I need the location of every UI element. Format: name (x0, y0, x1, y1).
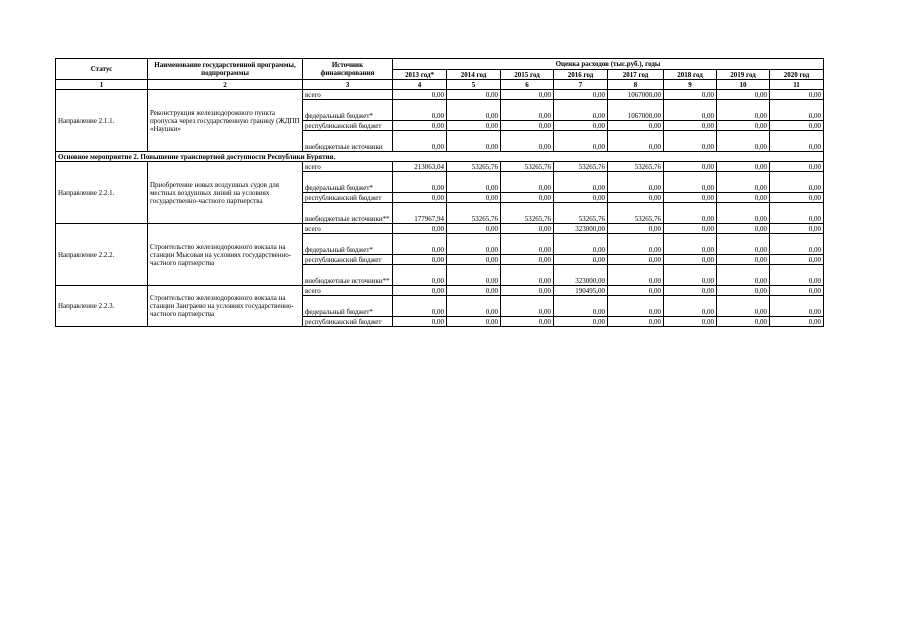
amount-cell: 0,00 (717, 317, 770, 327)
amount-cell: 0,00 (664, 100, 717, 121)
header-year: 2018 год (664, 70, 717, 80)
header-year: 2020 год (770, 70, 824, 80)
header-year: 2014 год (447, 70, 501, 80)
amount-cell: 0,00 (717, 121, 770, 131)
header-column-number: 3 (303, 80, 393, 90)
amount-cell: 0,00 (770, 193, 824, 203)
amount-cell: 0,00 (447, 100, 501, 121)
header-column-number: 5 (447, 80, 501, 90)
amount-cell: 0,00 (501, 296, 554, 317)
amount-cell: 0,00 (664, 265, 717, 286)
amount-cell: 0,00 (664, 255, 717, 265)
amount-cell: 1067000,00 (608, 100, 664, 121)
amount-cell: 0,00 (501, 193, 554, 203)
amount-cell: 323000,00 (554, 265, 608, 286)
amount-cell: 53265,76 (447, 162, 501, 172)
amount-cell: 0,00 (717, 296, 770, 317)
amount-cell: 0,00 (554, 296, 608, 317)
amount-cell: 0,00 (447, 255, 501, 265)
amount-cell: 0,00 (770, 224, 824, 234)
amount-cell: 0,00 (664, 90, 717, 100)
amount-cell: 0,00 (393, 131, 447, 152)
amount-cell: 0,00 (770, 131, 824, 152)
expenditure-table (55, 58, 824, 327)
amount-cell: 0,00 (447, 224, 501, 234)
amount-cell: 0,00 (393, 224, 447, 234)
header-column-number: 4 (393, 80, 447, 90)
amount-cell: 0,00 (447, 121, 501, 131)
amount-cell: 0,00 (664, 286, 717, 296)
header-column-number: 9 (664, 80, 717, 90)
amount-cell: 0,00 (717, 172, 770, 193)
amount-cell: 0,00 (608, 265, 664, 286)
amount-cell: 0,00 (501, 265, 554, 286)
amount-cell: 0,00 (717, 100, 770, 121)
funding-source-cell: внебюджетные источники** (303, 265, 393, 286)
amount-cell: 0,00 (554, 121, 608, 131)
amount-cell: 0,00 (501, 131, 554, 152)
amount-cell: 0,00 (393, 317, 447, 327)
amount-cell: 0,00 (717, 286, 770, 296)
amount-cell: 53265,76 (554, 203, 608, 224)
amount-cell: 0,00 (393, 265, 447, 286)
amount-cell: 0,00 (393, 121, 447, 131)
header-program: Наименование государственной программы, подпрограммы (148, 59, 303, 80)
amount-cell: 0,00 (717, 131, 770, 152)
amount-cell: 0,00 (664, 193, 717, 203)
funding-source-cell: республиканский бюджет (303, 255, 393, 265)
amount-cell: 0,00 (393, 234, 447, 255)
amount-cell: 0,00 (554, 193, 608, 203)
funding-source-cell: внебюджетные источники** (303, 203, 393, 224)
status-cell: Направление 2.1.1. (56, 90, 148, 152)
table-row (56, 162, 824, 172)
amount-cell: 0,00 (770, 100, 824, 121)
amount-cell: 53265,76 (608, 203, 664, 224)
amount-cell: 0,00 (501, 90, 554, 100)
section-row (56, 152, 824, 162)
amount-cell: 0,00 (717, 203, 770, 224)
funding-source-cell: федеральный бюджет* (303, 234, 393, 255)
amount-cell: 0,00 (717, 193, 770, 203)
program-name-cell: Реконструкция железнодорожного пункта пропуска через государственную границу (ЖДПП «Наушки» (148, 90, 303, 152)
amount-cell: 0,00 (393, 100, 447, 121)
amount-cell: 0,00 (447, 296, 501, 317)
amount-cell: 0,00 (393, 172, 447, 193)
amount-cell: 53265,76 (501, 162, 554, 172)
amount-cell: 0,00 (501, 172, 554, 193)
amount-cell: 0,00 (664, 203, 717, 224)
amount-cell: 0,00 (717, 255, 770, 265)
program-name-cell: Приобретение новых воздушных судов для местных воздушных линий на условиях государственно-частного партнерства (148, 162, 303, 224)
funding-source-cell: федеральный бюджет* (303, 100, 393, 121)
status-cell: Направление 2.2.2. (56, 224, 148, 286)
amount-cell: 0,00 (770, 90, 824, 100)
funding-source-cell: всего (303, 90, 393, 100)
amount-cell: 0,00 (664, 121, 717, 131)
amount-cell: 0,00 (770, 265, 824, 286)
amount-cell: 0,00 (608, 255, 664, 265)
amount-cell: 0,00 (717, 265, 770, 286)
amount-cell: 0,00 (501, 100, 554, 121)
header-year: 2019 год (717, 70, 770, 80)
amount-cell: 0,00 (770, 172, 824, 193)
amount-cell: 1067000,00 (608, 90, 664, 100)
header-year: 2017 год (608, 70, 664, 80)
amount-cell: 0,00 (501, 255, 554, 265)
amount-cell: 0,00 (393, 193, 447, 203)
amount-cell: 0,00 (664, 317, 717, 327)
header-column-number: 8 (608, 80, 664, 90)
header-year: 2015 год (501, 70, 554, 80)
amount-cell: 0,00 (770, 162, 824, 172)
table-header (56, 59, 824, 90)
amount-cell: 0,00 (447, 234, 501, 255)
header-year: 2016 год (554, 70, 608, 80)
amount-cell: 0,00 (501, 121, 554, 131)
program-name-cell: Строительство железнодорожного вокзала на станции Заиграево на условиях государственно-частного партнерства (148, 286, 303, 327)
amount-cell: 0,00 (770, 296, 824, 317)
amount-cell: 0,00 (554, 234, 608, 255)
amount-cell: 0,00 (608, 317, 664, 327)
funding-source-cell: внебюджетные источники (303, 131, 393, 152)
amount-cell: 0,00 (608, 296, 664, 317)
table-row (56, 224, 824, 234)
amount-cell: 213063,04 (393, 162, 447, 172)
amount-cell: 53265,76 (608, 162, 664, 172)
amount-cell: 53265,76 (554, 162, 608, 172)
amount-cell: 53265,76 (501, 203, 554, 224)
amount-cell: 0,00 (770, 286, 824, 296)
amount-cell: 0,00 (608, 172, 664, 193)
amount-cell: 0,00 (393, 255, 447, 265)
section-title: Основное мероприятие 2. Повышение транспортной доступности Республики Бурятия. (56, 152, 824, 162)
header-column-number: 10 (717, 80, 770, 90)
header-source: Источник финансирования (303, 59, 393, 80)
amount-cell: 323000,00 (554, 224, 608, 234)
amount-cell: 0,00 (717, 224, 770, 234)
header-estimate: Оценка расходов (тыс.руб.), годы (393, 59, 824, 70)
amount-cell: 0,00 (501, 317, 554, 327)
amount-cell: 0,00 (608, 121, 664, 131)
amount-cell: 0,00 (447, 265, 501, 286)
funding-source-cell: всего (303, 286, 393, 296)
amount-cell: 0,00 (447, 90, 501, 100)
amount-cell: 0,00 (554, 100, 608, 121)
amount-cell: 0,00 (717, 90, 770, 100)
amount-cell: 0,00 (664, 296, 717, 317)
amount-cell: 0,00 (447, 317, 501, 327)
amount-cell: 0,00 (770, 203, 824, 224)
amount-cell: 0,00 (664, 162, 717, 172)
amount-cell: 0,00 (608, 131, 664, 152)
funding-source-cell: республиканский бюджет (303, 193, 393, 203)
amount-cell: 0,00 (447, 172, 501, 193)
amount-cell: 0,00 (554, 90, 608, 100)
table-body (56, 90, 824, 327)
header-status: Статус (56, 59, 148, 80)
program-name-cell: Строительство железнодорожного вокзала на станции Мысовая на условиях государственно-частного партнерства (148, 224, 303, 286)
header-column-number: 6 (501, 80, 554, 90)
amount-cell: 0,00 (608, 286, 664, 296)
amount-cell: 0,00 (447, 193, 501, 203)
funding-source-cell: республиканский бюджет (303, 317, 393, 327)
funding-source-cell: федеральный бюджет* (303, 172, 393, 193)
amount-cell: 0,00 (501, 224, 554, 234)
amount-cell: 0,00 (393, 286, 447, 296)
amount-cell: 0,00 (770, 317, 824, 327)
amount-cell: 190495,00 (554, 286, 608, 296)
amount-cell: 0,00 (664, 234, 717, 255)
amount-cell: 53265,76 (447, 203, 501, 224)
header-column-number: 7 (554, 80, 608, 90)
table-row (56, 90, 824, 100)
header-column-number: 1 (56, 80, 148, 90)
amount-cell: 0,00 (770, 255, 824, 265)
funding-source-cell: республиканский бюджет (303, 121, 393, 131)
amount-cell: 0,00 (770, 234, 824, 255)
header-column-number: 2 (148, 80, 303, 90)
header-year: 2013 год* (393, 70, 447, 80)
amount-cell: 0,00 (717, 162, 770, 172)
amount-cell: 0,00 (447, 286, 501, 296)
amount-cell: 0,00 (664, 131, 717, 152)
amount-cell: 0,00 (608, 193, 664, 203)
amount-cell: 0,00 (608, 234, 664, 255)
amount-cell: 0,00 (393, 296, 447, 317)
funding-source-cell: всего (303, 224, 393, 234)
amount-cell: 0,00 (447, 131, 501, 152)
table-row (56, 286, 824, 296)
status-cell: Направление 2.2.1. (56, 162, 148, 224)
amount-cell: 0,00 (554, 255, 608, 265)
funding-source-cell: всего (303, 162, 393, 172)
amount-cell: 0,00 (664, 224, 717, 234)
amount-cell: 0,00 (608, 224, 664, 234)
amount-cell: 0,00 (501, 286, 554, 296)
amount-cell: 0,00 (393, 90, 447, 100)
amount-cell: 0,00 (554, 172, 608, 193)
amount-cell: 0,00 (664, 172, 717, 193)
amount-cell: 177967,94 (393, 203, 447, 224)
header-column-number: 11 (770, 80, 824, 90)
amount-cell: 0,00 (717, 234, 770, 255)
funding-source-cell: федеральный бюджет* (303, 296, 393, 317)
amount-cell: 0,00 (501, 234, 554, 255)
status-cell: Направление 2.2.3. (56, 286, 148, 327)
amount-cell: 0,00 (770, 121, 824, 131)
amount-cell: 0,00 (554, 317, 608, 327)
amount-cell: 0,00 (554, 131, 608, 152)
